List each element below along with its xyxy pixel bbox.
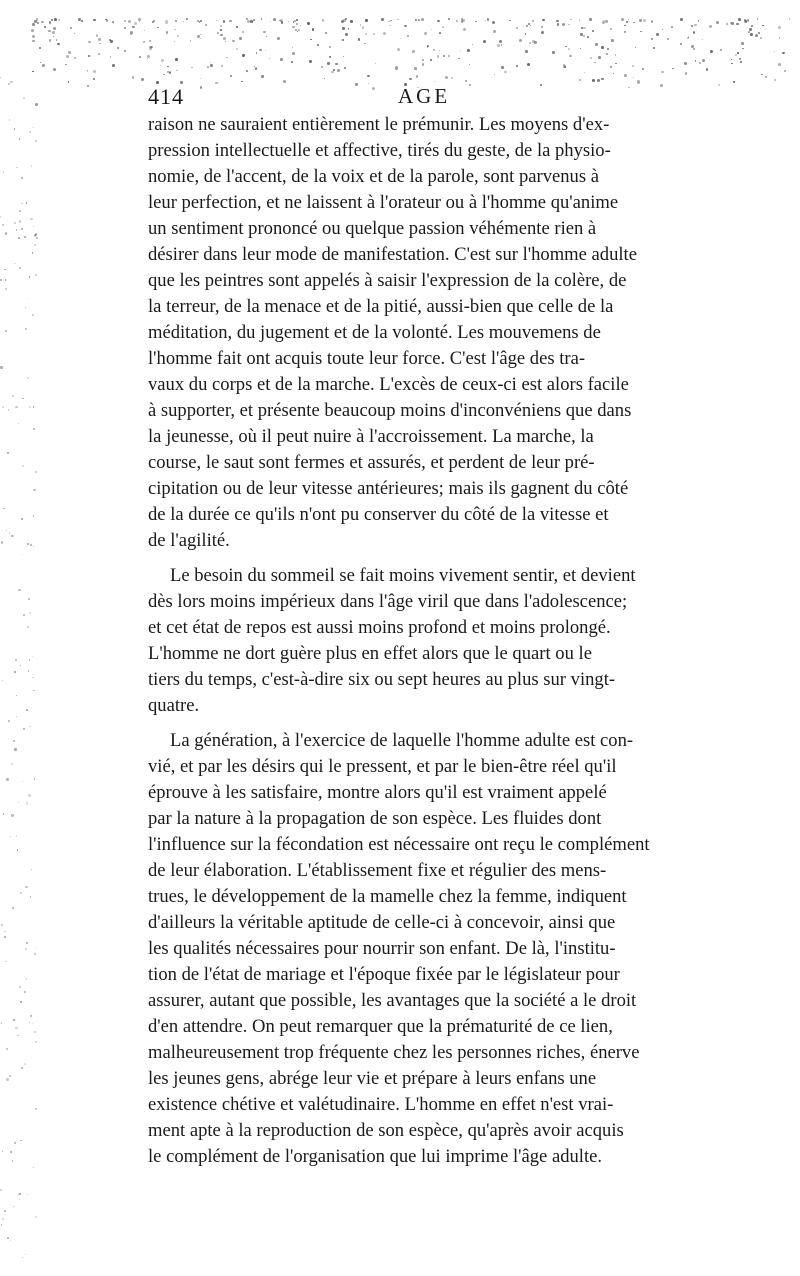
text-line: existence chétive et valétudinaire. L'homme en effet n'est vrai- [148, 1094, 614, 1115]
text-line: tion de l'état de mariage et l'époque fixée par le législateur pour [148, 964, 620, 985]
text-line: quatre. [148, 695, 200, 716]
margin-speckles [0, 60, 40, 1260]
paragraph [148, 728, 708, 1170]
text-line: nomie, de l'accent, de la voix et de la parole, sont parvenus à [148, 166, 599, 187]
text-line: de la durée ce qu'ils n'ont pu conserver du côté de la vitesse et [148, 504, 609, 525]
text-line: La génération, à l'exercice de laquelle l'homme adulte est con- [170, 730, 634, 751]
text-line: les qualités nécessaires pour nourrir son enfant. De là, l'institu- [148, 938, 616, 959]
text-line: vié, et par les désirs qui le pressent, et par le bien-être réel qu'il [148, 756, 617, 777]
text-line: désirer dans leur mode de manifestation. C'est sur l'homme adulte [148, 244, 637, 265]
text-line: le complément de l'organisation que lui imprime l'âge adulte. [148, 1146, 603, 1167]
text-line: assurer, autant que possible, les avantages que la société a le droit [148, 990, 637, 1011]
text-line: l'homme fait ont acquis toute leur force. C'est l'âge des tra- [148, 348, 586, 369]
running-head: AGE [398, 84, 451, 108]
text-line: par la nature à la propagation de son espèce. Les fluides dont [148, 808, 602, 829]
text-line: de leur élaboration. L'établissement fixe et régulier des mens- [148, 860, 607, 881]
text-line: course, le saut sont fermes et assurés, et perdent de leur pré- [148, 452, 595, 473]
text-line: l'influence sur la fécondation est nécessaire ont reçu le complément [148, 834, 650, 855]
text-line: éprouve à les satisfaire, montre alors qu'il est vraiment appelé [148, 782, 607, 803]
text-line: raison ne sauraient entièrement le prémunir. Les moyens d'ex- [148, 114, 610, 135]
text-line: cipitation ou de leur vitesse antérieures; mais ils gagnent du côté [148, 478, 629, 499]
text-line: pression intellectuelle et affective, tirés du geste, de la physio- [148, 140, 611, 161]
text-line: dès lors moins impérieux dans l'âge viril que dans l'adolescence; [148, 591, 628, 612]
text-line: d'en attendre. On peut remarquer que la prématurité de ce lien, [148, 1016, 613, 1037]
text-line: tiers du temps, c'est-à-dire six ou sept heures au plus sur vingt- [148, 669, 616, 690]
text-line: de l'agilité. [148, 530, 230, 551]
text-line: leur perfection, et ne laissent à l'orateur ou à l'homme qu'anime [148, 192, 619, 213]
text-line: à supporter, et présente beaucoup moins d'inconvéniens que dans [148, 400, 632, 421]
page-header [148, 84, 708, 112]
text-line: que les peintres sont appelés à saisir l'expression de la colère, de [148, 270, 627, 291]
text-line: la jeunesse, où il peut nuire à l'accroissement. La marche, la [148, 426, 594, 447]
paragraph [148, 563, 708, 719]
text-line: les jeunes gens, abrége leur vie et prépare à leurs enfans une [148, 1068, 597, 1089]
text-line: un sentiment prononcé ou quelque passion véhémente rien à [148, 218, 597, 239]
text-line: méditation, du jugement et de la volonté. Les mouvemens de [148, 322, 601, 343]
text-line: L'homme ne dort guère plus en effet alors que le quart ou le [148, 643, 592, 664]
page-number: 414 [148, 84, 184, 109]
text-line: malheureusement trop fréquente chez les personnes riches, énerve [148, 1042, 640, 1063]
paragraph [148, 112, 708, 554]
text-line: ment apte à la reproduction de son espèce, qu'après avoir acquis [148, 1120, 624, 1141]
text-line: la terreur, de la menace et de la pitié, aussi-bien que celle de la [148, 296, 614, 317]
text-line: vaux du corps et de la marche. L'excès de ceux-ci est alors facile [148, 374, 629, 395]
text-line: et cet état de repos est aussi moins profond et moins prolongé. [148, 617, 611, 638]
text-line: d'ailleurs la véritable aptitude de celle-ci à concevoir, ainsi que [148, 912, 616, 933]
text-line: Le besoin du sommeil se fait moins vivement sentir, et devient [170, 565, 636, 586]
body-text [148, 112, 708, 1179]
text-line: trues, le développement de la mamelle chez la femme, indiquent [148, 886, 627, 907]
